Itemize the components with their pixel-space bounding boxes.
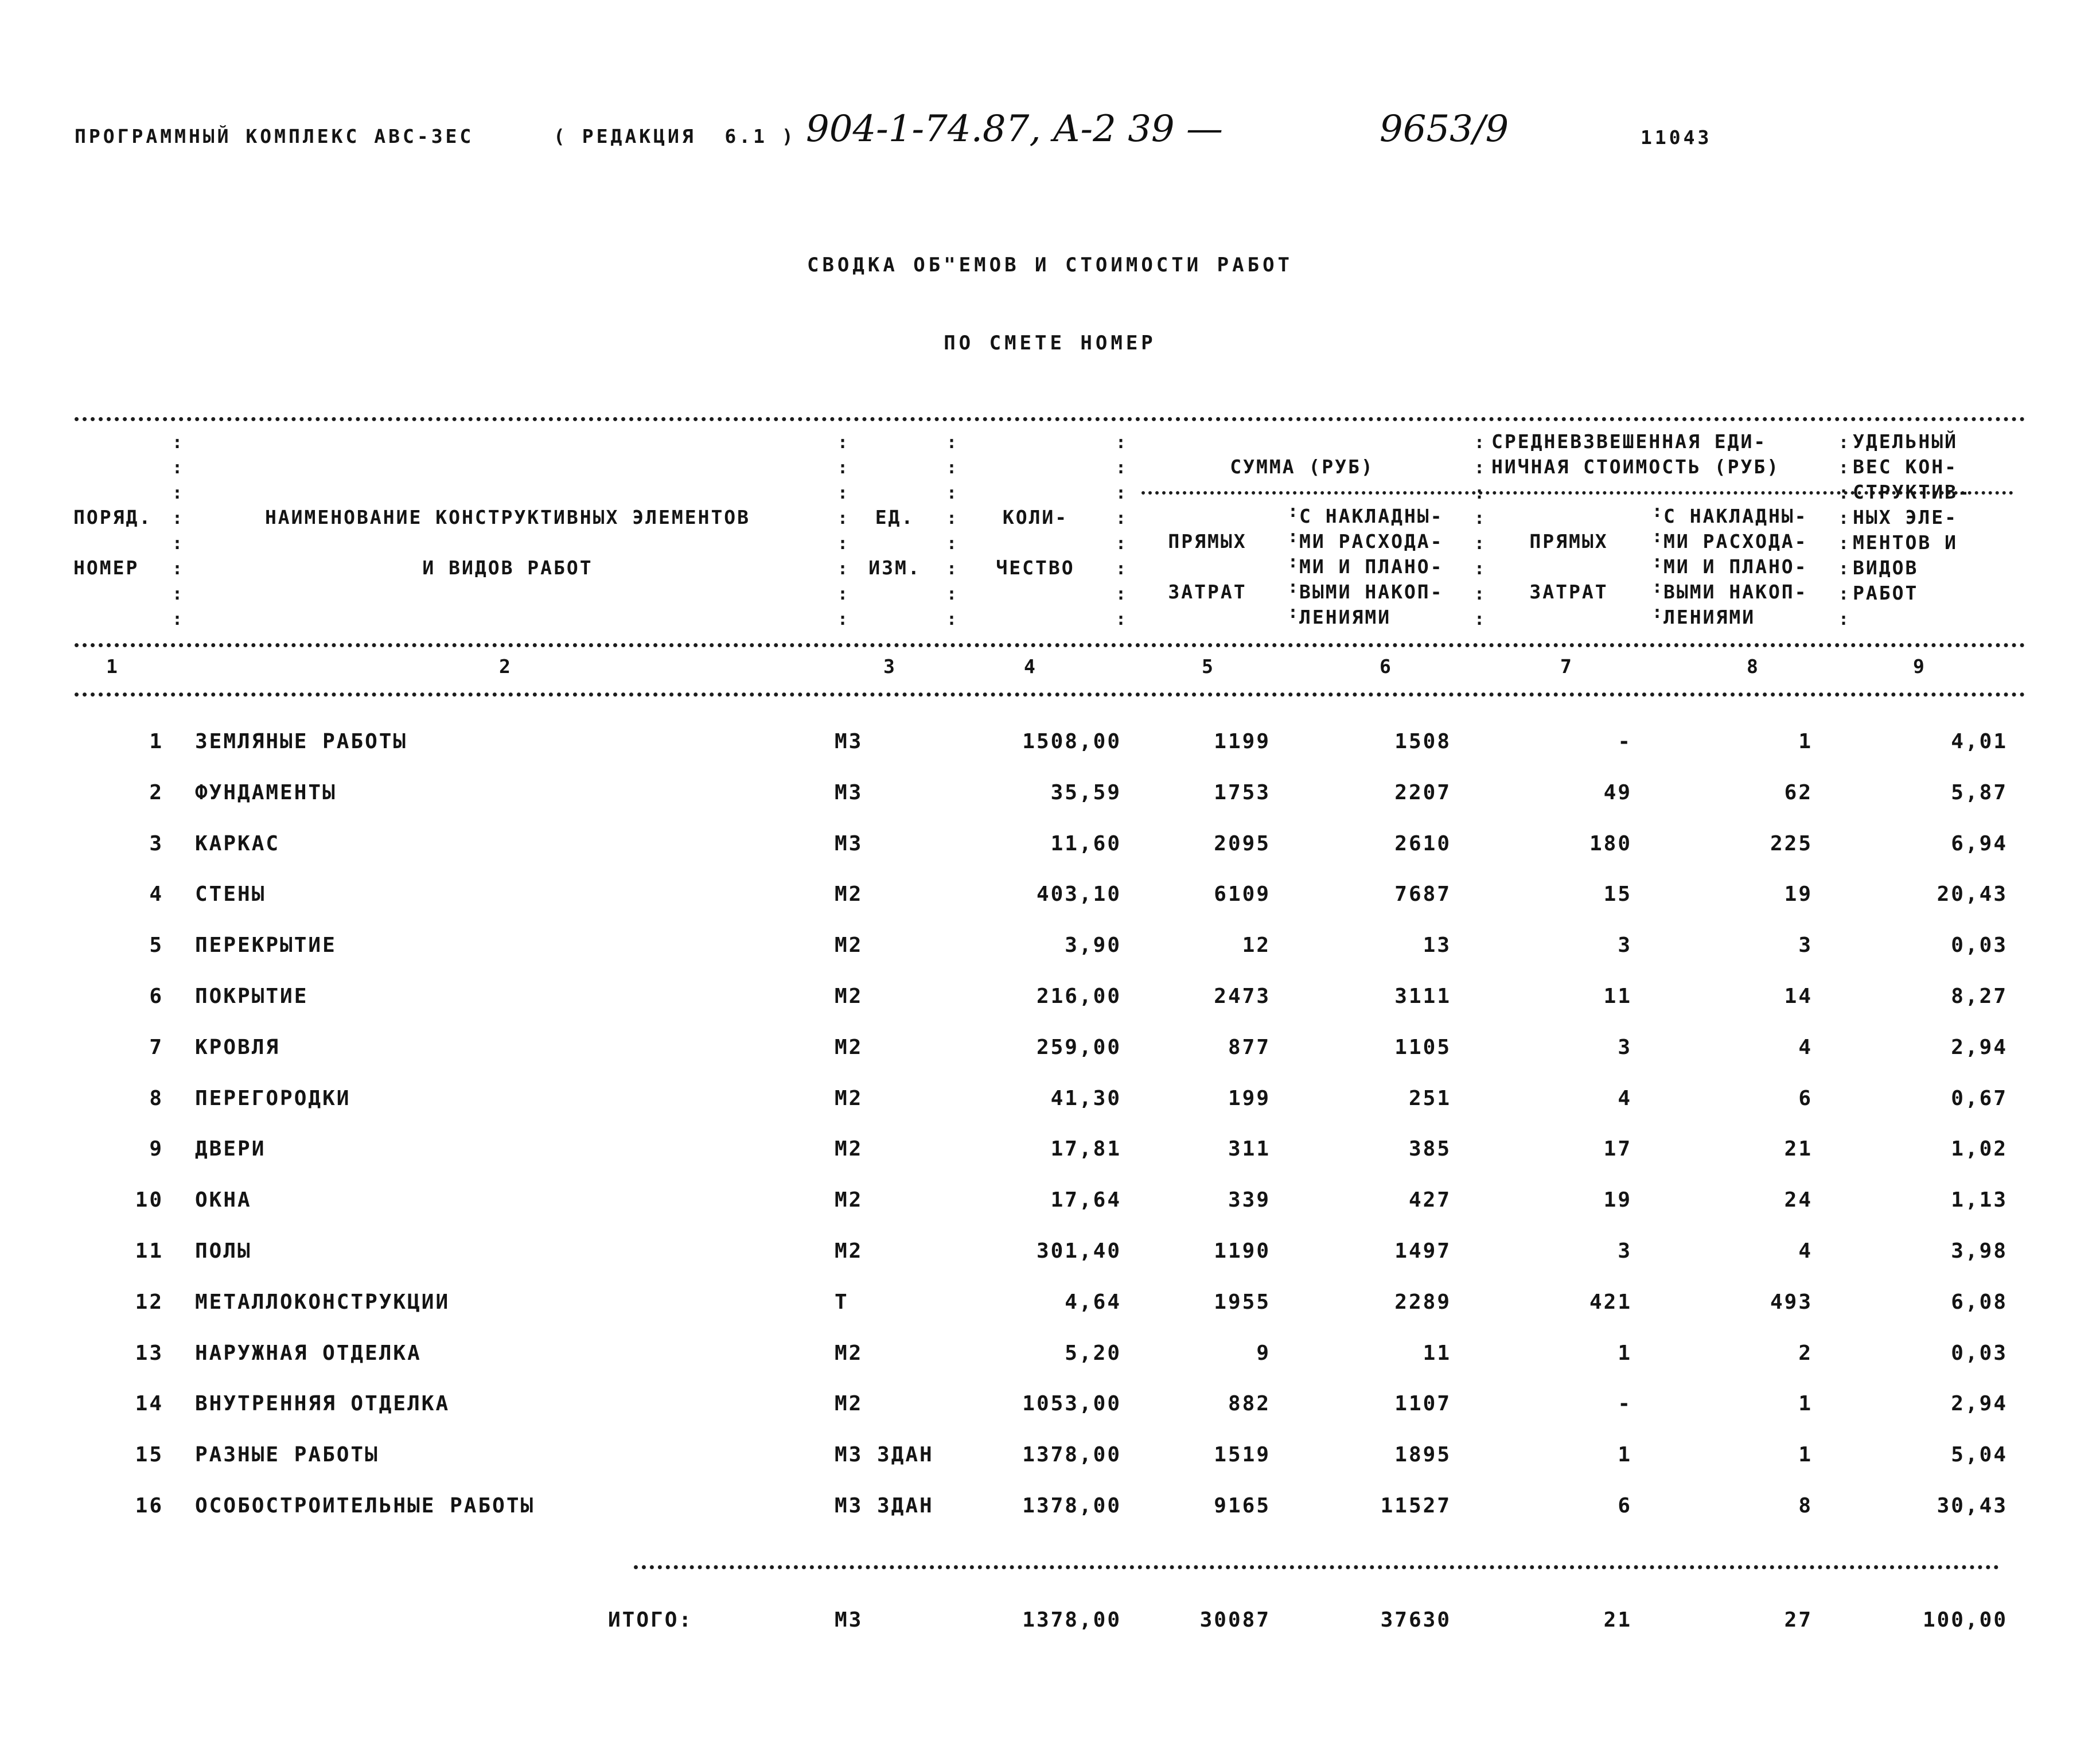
cell-avg-overhead: 493 [1770,1290,1813,1314]
cell-sum-direct: 6109 [1214,882,1271,906]
header-unit: ЕД. ИЗМ. [868,506,921,579]
cell-unit: М2 [835,1392,863,1415]
cell-qty: 35,59 [1050,781,1121,804]
total-qty: 1378,00 [1022,1608,1121,1632]
cell-name: ДВЕРИ [195,1137,266,1161]
cell-share: 2,94 [1951,1036,2008,1059]
cell-avg-direct: 6 [1618,1494,1632,1518]
cell-share: 0,03 [1951,1341,2008,1365]
colnum-4: 4 [1024,655,1037,678]
cell-share: 4,01 [1951,730,2008,753]
cell-avg-direct: 1 [1618,1443,1632,1467]
cell-avg-overhead: 14 [1784,985,1813,1008]
cell-unit: М3 [835,730,863,753]
cell-qty: 17,64 [1050,1188,1121,1212]
cell-qty: 403,10 [1036,882,1121,906]
program-name: ПРОГРАММНЫЙ КОМПЛЕКС АВС-ЗЕС [75,125,474,147]
cell-sum-direct: 1753 [1214,781,1271,804]
handwritten-number: 9653/9 [1380,108,1509,150]
header-share: УДЕЛЬНЫЙ ВЕС КОН- СТРУКТИВ- НЫХ ЭЛЕ- МЕНТОВ И ВИДОВ РАБОТ [1853,430,1971,604]
document-number: 11043 [1641,126,1712,149]
cell-share: 30,43 [1937,1494,2008,1518]
column-number-rule [75,693,2025,697]
cell-share: 6,94 [1951,832,2008,855]
cell-sum-direct: 1519 [1214,1443,1271,1467]
cell-sum-overhead: 1895 [1394,1443,1451,1467]
cell-name: ОСОБОСТРОИТЕЛЬНЫЕ РАБОТЫ [195,1494,535,1518]
cell-unit: М3 [835,781,863,804]
colnum-6: 6 [1380,655,1393,678]
cell-sum-overhead: 7687 [1394,882,1451,906]
cell-num: 2 [149,781,163,804]
cell-sum-direct: 1955 [1214,1290,1271,1314]
cell-unit: М3 [835,832,863,855]
colnum-9: 9 [1913,655,1926,678]
cell-unit: М3 ЗДАН [835,1443,934,1467]
cell-sum-direct: 199 [1228,1087,1271,1110]
colnum-2: 2 [499,655,512,678]
cell-name: МЕТАЛЛОКОНСТРУКЦИИ [195,1290,450,1314]
cell-num: 8 [149,1087,163,1110]
cell-sum-direct: 1199 [1214,730,1271,753]
col-separator: : : : : : : : : [946,433,957,629]
cell-name: ОКНА [195,1188,252,1212]
header-sum-overhead: С НАКЛАДНЫ- МИ РАСХОДА- МИ И ПЛАНО- ВЫМИ НАКОП- ЛЕНИЯМИ [1299,505,1444,628]
cell-share: 6,08 [1951,1290,2008,1314]
colnum-7: 7 [1560,655,1573,678]
cell-share: 1,13 [1951,1188,2008,1212]
colnum-5: 5 [1202,655,1215,678]
cell-share: 2,94 [1951,1392,2008,1415]
cell-sum-overhead: 251 [1408,1087,1451,1110]
cell-qty: 1378,00 [1022,1443,1121,1467]
cell-name: НАРУЖНАЯ ОТДЕЛКА [195,1341,422,1365]
cell-unit: М2 [835,933,863,957]
total-sum-direct: 30087 [1199,1608,1271,1632]
cell-num: 12 [135,1290,163,1314]
cell-avg-direct: - [1618,730,1632,753]
total-sum-overhead: 37630 [1380,1608,1451,1632]
cell-name: СТЕНЫ [195,882,266,906]
cell-qty: 216,00 [1036,985,1121,1008]
cell-share: 3,98 [1951,1239,2008,1263]
header-sum-group: СУММА (РУБ) [1230,456,1374,478]
edition-label: ( РЕДАКЦИЯ 6.1 ) [554,125,796,147]
cell-num: 7 [149,1036,163,1059]
cell-avg-overhead: 1 [1798,730,1813,753]
cell-share: 0,67 [1951,1087,2008,1110]
col-separator: : : : : : [1652,501,1663,623]
cell-sum-overhead: 1107 [1394,1392,1451,1415]
cell-name: КРОВЛЯ [195,1036,280,1059]
header-num: ПОРЯД. НОМЕР [73,506,153,579]
cell-qty: 301,40 [1036,1239,1121,1263]
cell-num: 16 [135,1494,163,1518]
cell-avg-overhead: 21 [1784,1137,1813,1161]
cell-avg-direct: 49 [1603,781,1632,804]
cell-sum-overhead: 385 [1408,1137,1451,1161]
cell-num: 4 [149,882,163,906]
cell-unit: М3 ЗДАН [835,1494,934,1518]
cell-avg-direct: 3 [1618,1036,1632,1059]
cell-sum-direct: 1190 [1214,1239,1271,1263]
cell-name: ФУНДАМЕНТЫ [195,781,337,804]
header-sum-direct: ПРЯМЫХ ЗАТРАТ [1168,530,1247,603]
cell-share: 5,04 [1951,1443,2008,1467]
cell-avg-overhead: 2 [1798,1341,1813,1365]
cell-sum-overhead: 2610 [1394,832,1451,855]
cell-sum-direct: 12 [1242,933,1271,957]
cell-share: 8,27 [1951,985,2008,1008]
cell-sum-overhead: 427 [1408,1188,1451,1212]
cell-num: 6 [149,985,163,1008]
header-avg-direct: ПРЯМЫХ ЗАТРАТ [1529,530,1608,603]
cell-sum-overhead: 2207 [1394,781,1451,804]
cell-sum-overhead: 11527 [1380,1494,1451,1518]
cell-sum-overhead: 3111 [1394,985,1451,1008]
col-separator: : : : : : : : : [1838,433,1849,629]
cell-unit: М2 [835,1188,863,1212]
cell-num: 3 [149,832,163,855]
header-avg-group: СРЕДНЕВЗВЕШЕННАЯ ЕДИ- НИЧНАЯ СТОИМОСТЬ (РУБ) [1491,430,1780,478]
cell-avg-direct: 17 [1603,1137,1632,1161]
cell-share: 20,43 [1937,882,2008,906]
colnum-8: 8 [1747,655,1760,678]
header-bottom-rule [75,643,2025,647]
cell-sum-overhead: 1497 [1394,1239,1451,1263]
cell-name: РАЗНЫЕ РАБОТЫ [195,1443,379,1467]
cell-avg-direct: 15 [1603,882,1632,906]
cell-num: 5 [149,933,163,957]
colnum-1: 1 [106,655,119,678]
cell-avg-overhead: 225 [1770,832,1813,855]
col-separator: : : : : : : : : [1116,433,1127,629]
total-share: 100,00 [1922,1608,2008,1632]
cell-qty: 259,00 [1036,1036,1121,1059]
cell-sum-overhead: 11 [1423,1341,1451,1365]
cell-avg-direct: 4 [1618,1087,1632,1110]
cell-avg-direct: 11 [1603,985,1632,1008]
cell-num: 1 [149,730,163,753]
cell-qty: 1053,00 [1022,1392,1121,1415]
total-rule [634,1565,1999,1569]
cell-sum-overhead: 1508 [1394,730,1451,753]
cell-num: 14 [135,1392,163,1415]
cell-avg-direct: - [1618,1392,1632,1415]
cell-avg-overhead: 1 [1798,1392,1813,1415]
cell-share: 5,87 [1951,781,2008,804]
cell-avg-overhead: 24 [1784,1188,1813,1212]
cell-qty: 11,60 [1050,832,1121,855]
cell-sum-direct: 339 [1228,1188,1271,1212]
cell-unit: М2 [835,1087,863,1110]
cell-avg-direct: 1 [1618,1341,1632,1365]
cell-sum-direct: 9165 [1214,1494,1271,1518]
cell-sum-direct: 882 [1228,1392,1271,1415]
cell-num: 15 [135,1443,163,1467]
cell-avg-overhead: 6 [1798,1087,1813,1110]
cell-unit: М2 [835,882,863,906]
page-title: СВОДКА ОБ"ЕМОВ И СТОИМОСТИ РАБОТ [807,254,1293,277]
cell-unit: Т [835,1290,849,1314]
colnum-3: 3 [883,655,897,678]
cell-sum-overhead: 2289 [1394,1290,1451,1314]
cell-qty: 41,30 [1050,1087,1121,1110]
cell-qty: 17,81 [1050,1137,1121,1161]
cell-avg-overhead: 62 [1784,781,1813,804]
cell-name: ВНУТРЕННЯЯ ОТДЕЛКА [195,1392,450,1415]
col-separator: : : : : : : : : [837,433,848,629]
total-avg-overhead: 27 [1784,1608,1813,1632]
cell-name: ЗЕМЛЯНЫЕ РАБОТЫ [195,730,408,753]
cell-name: КАРКАС [195,832,280,855]
cell-qty: 1508,00 [1022,730,1121,753]
page-subtitle: ПО СМЕТЕ НОМЕР [944,332,1156,355]
total-unit: М3 [835,1608,863,1632]
cell-sum-direct: 9 [1256,1341,1271,1365]
cell-sum-direct: 311 [1228,1137,1271,1161]
header-name: НАИМЕНОВАНИЕ КОНСТРУКТИВНЫХ ЭЛЕМЕНТОВ И ВИДОВ РАБОТ [264,506,751,579]
cell-qty: 1378,00 [1022,1494,1121,1518]
cell-num: 10 [135,1188,163,1212]
cell-unit: М2 [835,1239,863,1263]
cell-sum-direct: 877 [1228,1036,1271,1059]
cell-sum-overhead: 13 [1423,933,1451,957]
col-separator: : : : : : [1288,501,1299,623]
cell-num: 9 [149,1137,163,1161]
cell-avg-overhead: 19 [1784,882,1813,906]
cell-name: ПЕРЕКРЫТИЕ [195,933,337,957]
cell-avg-overhead: 8 [1798,1494,1813,1518]
cell-qty: 3,90 [1065,933,1121,957]
cell-qty: 5,20 [1065,1341,1121,1365]
cell-name: ПОЛЫ [195,1239,252,1263]
header-avg-overhead: С НАКЛАДНЫ- МИ РАСХОДА- МИ И ПЛАНО- ВЫМИ НАКОП- ЛЕНИЯМИ [1663,505,1808,628]
cell-avg-direct: 3 [1618,933,1632,957]
cell-qty: 4,64 [1065,1290,1121,1314]
cell-share: 0,03 [1951,933,2008,957]
cell-sum-direct: 2095 [1214,832,1271,855]
cell-sum-overhead: 1105 [1394,1036,1451,1059]
cell-avg-direct: 421 [1589,1290,1632,1314]
cell-avg-direct: 19 [1603,1188,1632,1212]
cell-num: 13 [135,1341,163,1365]
handwritten-code: 904-1-74.87, А-2 39 — [806,108,1223,150]
cell-avg-overhead: 1 [1798,1443,1813,1467]
cell-num: 11 [135,1239,163,1263]
cell-unit: М2 [835,985,863,1008]
cell-name: ПЕРЕГОРОДКИ [195,1087,351,1110]
cell-avg-overhead: 4 [1798,1239,1813,1263]
cell-unit: М2 [835,1036,863,1059]
col-separator: : : : : : : : : [172,433,183,629]
cell-unit: М2 [835,1341,863,1365]
cell-unit: М2 [835,1137,863,1161]
cell-avg-overhead: 4 [1798,1036,1813,1059]
cell-avg-overhead: 3 [1798,933,1813,957]
header-qty: КОЛИ- ЧЕСТВО [996,506,1075,579]
cell-avg-direct: 180 [1589,832,1632,855]
total-avg-direct: 21 [1603,1608,1632,1632]
total-label: ИТОГО: [608,1608,693,1632]
cell-name: ПОКРЫТИЕ [195,985,309,1008]
cell-avg-direct: 3 [1618,1239,1632,1263]
col-separator: : : : : : : : : [1474,433,1485,629]
cell-sum-direct: 2473 [1214,985,1271,1008]
cell-share: 1,02 [1951,1137,2008,1161]
table-top-rule [75,417,2025,421]
